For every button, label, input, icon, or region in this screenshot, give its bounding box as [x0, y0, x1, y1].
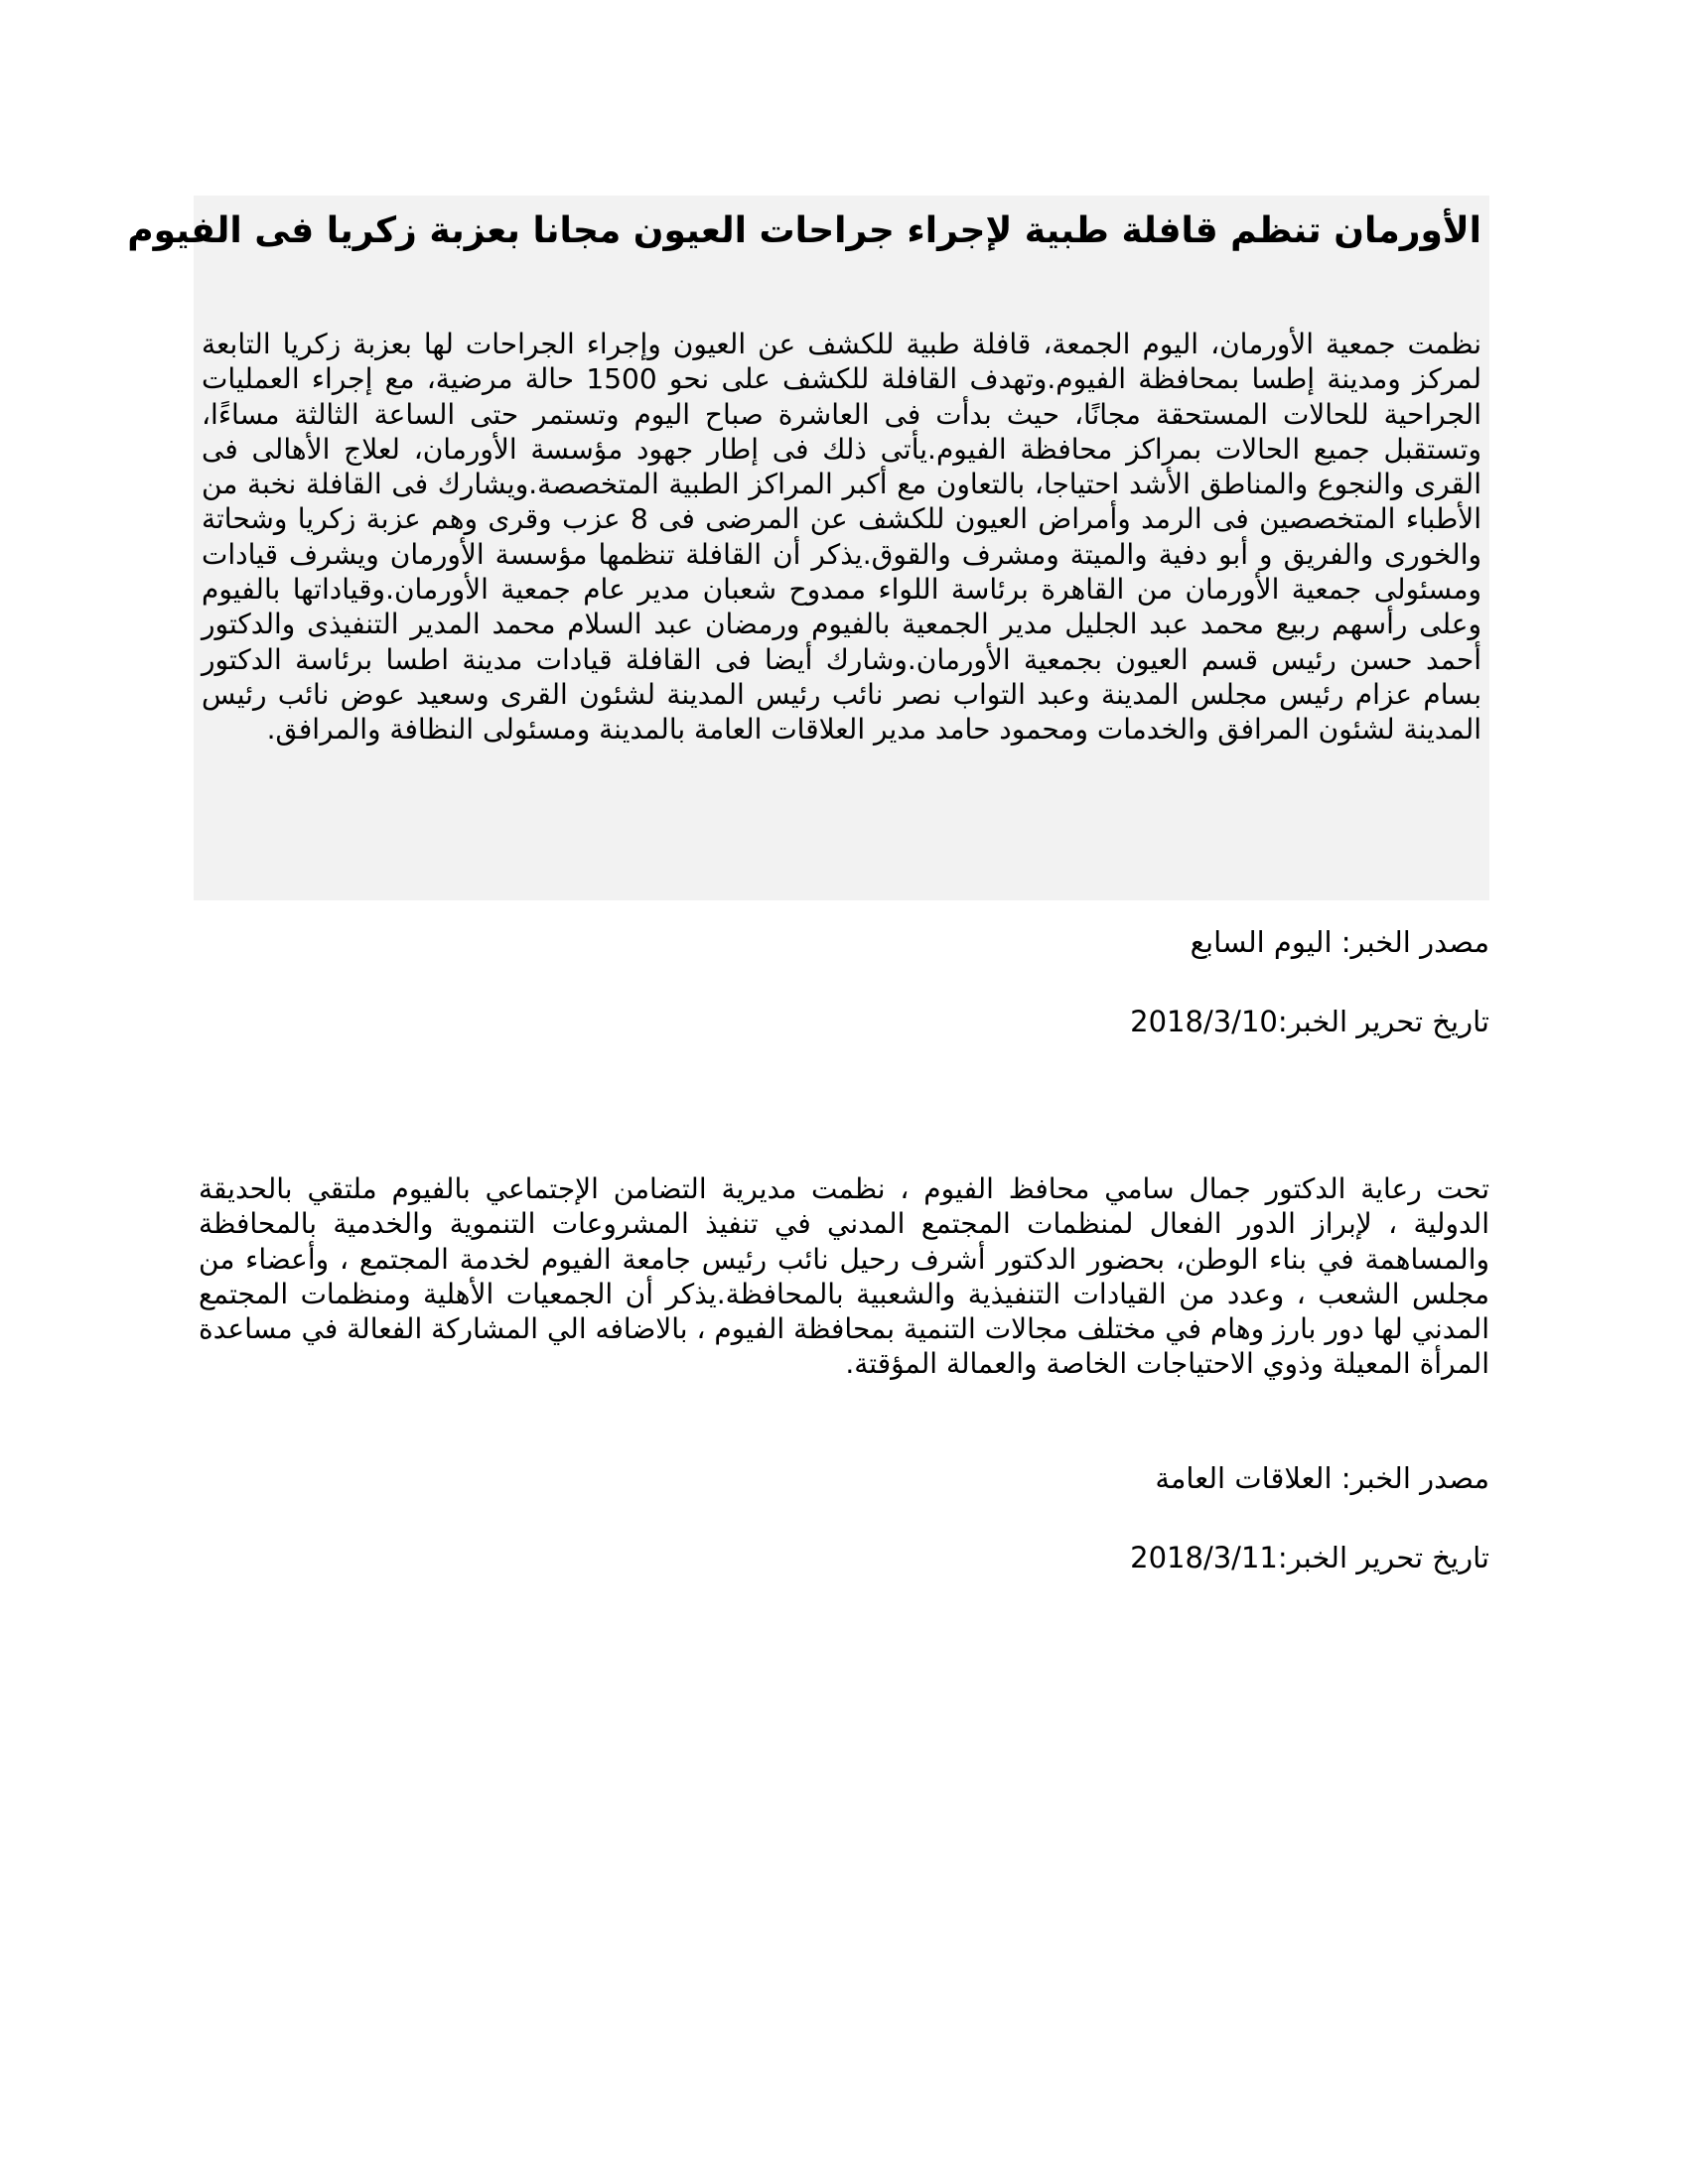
article-1-source: مصدر الخبر: اليوم السابع — [1190, 925, 1489, 959]
article-2-source: مصدر الخبر: العلاقات العامة — [1155, 1461, 1489, 1495]
article-1-title: الأورمان تنظم قافلة طبية لإجراء جراحات العيون مجانا بعزبة زكريا فى الفيوم — [127, 210, 1481, 251]
article-1-date: تاريخ تحرير الخبر:2018/3/10 — [1130, 1005, 1489, 1038]
article-2-date: تاريخ تحرير الخبر:2018/3/11 — [1130, 1541, 1489, 1574]
article-2-body: تحت رعاية الدكتور جمال سامي محافظ الفيوم ، نظمت مديرية التضامن الإجتماعي بالفيوم ملتقي بالحديقة الدولية ، لإبراز الدور الفعال لمنظمات المجتمع المدني في تنفيذ المشروعات التنموية والخدمية بالمحافظة والمساهمة في بناء الوطن، بحضور الدكتور أشرف رحيل نائب رئيس جامعة الفيوم لخدمة المجتمع ، وأعضاء من مجلس الشعب ، وعدد من القيادات التنفيذية والشعبية بالمحافظة.يذكر أن الجمعيات الأهلية ومنظمات المجتمع المدني لها دور بارز وهام في مختلف مجالات التنمية بمحافظة الفيوم ، بالاضافه الي المشاركة الفعالة في مساعدة المرأة المعيلة وذوي الاحتياجات الخاصة والعمالة المؤقتة. — [199, 1172, 1489, 1381]
article-1 — [127, 196, 1489, 900]
article-1-body: نظمت جمعية الأورمان، اليوم الجمعة، قافلة طبية للكشف عن العيون وإجراء الجراحات لها بعزبة زكريا التابعة لمركز ومدينة إطسا بمحافظة الفيوم.وتهدف القافلة للكشف على نحو 1500 حالة مرضية، مع إجراء العمليات الجراحية للحالات المستحقة مجانًا، حيث بدأت فى العاشرة صباح اليوم وتستمر حتى الساعة الثالثة مساءًا، وتستقبل جميع الحالات بمراكز محافظة الفيوم.يأتى ذلك فى إطار جهود مؤسسة الأورمان، لعلاج الأهالى فى القرى والنجوع والمناطق الأشد احتياجا، بالتعاون مع أكبر المراكز الطبية المتخصصة.ويشارك فى القافلة نخبة من الأطباء المتخصصين فى الرمد وأمراض العيون للكشف عن المرضى فى 8 عزب وقرى وهم عزبة زكريا وشحاتة والخورى والفريق و أبو دفية والميتة ومشرف والقوق.يذكر أن القافلة تنظمها مؤسسة الأورمان ويشرف قيادات ومسئولى جمعية الأورمان من القاهرة برئاسة اللواء ممدوح شعبان مدير عام جمعية الأورمان.وقياداتها بالفيوم وعلى رأسهم ربيع محمد عبد الجليل مدير الجمعية بالفيوم ورمضان عبد السلام محمد المدير التنفيذى والدكتور أحمد حسن رئيس قسم العيون بجمعية الأورمان.وشارك أيضا فى القافلة قيادات مدينة اطسا برئاسة الدكتور بسام عزام رئيس مجلس المدينة وعبد التواب نصر نائب رئيس المدينة لشئون القرى وسعيد عوض نائب رئيس المدينة لشئون المرافق والخدمات ومحمود حامد مدير العلاقات العامة بالمدينة ومسئولى النظافة والمرافق. — [202, 328, 1481, 747]
